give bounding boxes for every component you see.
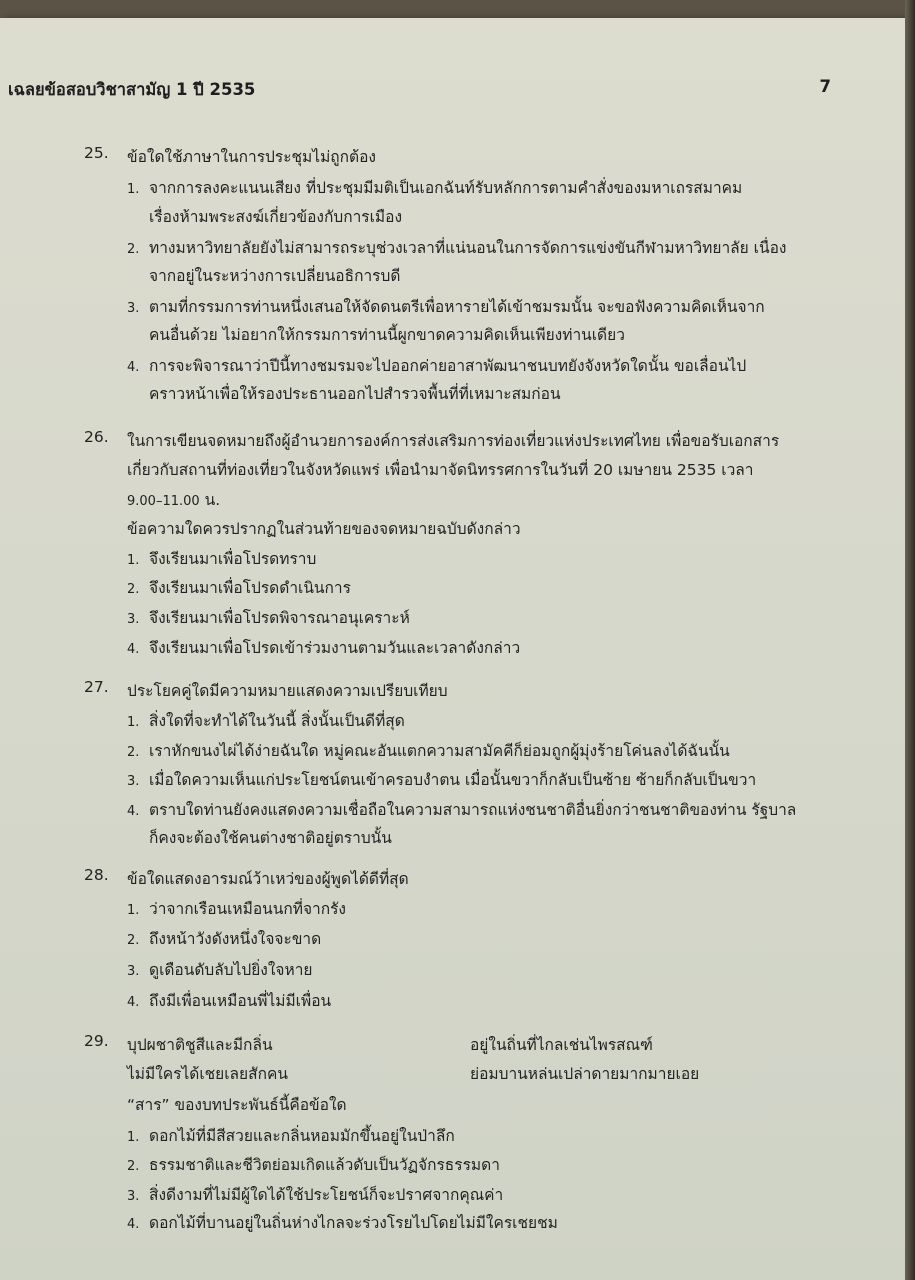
- option-4: 4. จึงเรียนมาเพื่อโปรดเข้าร่วมงานตามวันและเวลาดังกล่าว: [127, 639, 521, 657]
- question-text: ข้อใดแสดงอารมณ์ว้าเหว่ของผู้พูดได้ดีที่สุด: [127, 870, 409, 888]
- option-2: 2. ทางมหาวิทยาลัยยังไม่สามารถระบุช่วงเวลาที่แน่นอนในการจัดการแข่งขันกีฬามหาวิทยาลัย เนื่อง: [127, 239, 787, 257]
- option-2: 2. ธรรมชาติและชีวิตย่อมเกิดแล้วดับเป็นวัฏจักรธรรมดา: [127, 1156, 500, 1174]
- question-text-line-2: เกี่ยวกับสถานที่ท่องเที่ยวในจังหวัดแพร่ เพื่อนำมาจัดนิทรรศการในวันที่ 20 เมษายน 2535 เวลา: [127, 461, 754, 479]
- book-spine: [905, 0, 915, 1280]
- option-4: 4. การจะพิจารณาว่าปีนี้ทางชมรมจะไปออกค่ายอาสาพัฒนาชนบทยังจังหวัดใดนั้น ขอเลื่อนไป: [127, 357, 747, 375]
- question-text-line-1: ในการเขียนจดหมายถึงผู้อำนวยการองค์การส่งเสริมการท่องเที่ยวแห่งประเทศไทย เพื่อขอรับเอกสาร: [127, 432, 780, 450]
- option-1: 1. ดอกไม้ที่มีสีสวยและกลิ่นหอมมักขึ้นอยู่ในป่าลึก: [127, 1127, 455, 1145]
- option-2: 2. ถึงหน้าวังดังหนึ่งใจจะขาด: [127, 930, 322, 948]
- poem-line-1-right: อยู่ในถิ่นที่ไกลเช่นไพรสณฑ์: [470, 1036, 653, 1054]
- poem-line-1-left: บุปผชาติชูสีและมีกลิ่น: [127, 1036, 273, 1054]
- option-4: 4. ถึงมีเพื่อนเหมือนพี่ไม่มีเพื่อน: [127, 992, 332, 1010]
- option-1: 1. ว่าจากเรือนเหมือนนกที่จากรัง: [127, 900, 347, 918]
- option-4-continued: ก็คงจะต้องใช้คนต่างชาติอยู่ตราบนั้น: [149, 829, 392, 847]
- option-3: 3. ดูเดือนดับลับไปยิ่งใจหาย: [127, 961, 313, 979]
- question-text: ประโยคคู่ใดมีความหมายแสดงความเปรียบเทียบ: [127, 682, 448, 700]
- question-number: 29.: [84, 1032, 109, 1050]
- question-prompt: “สาร” ของบทประพันธ์นี้คือข้อใด: [127, 1096, 347, 1114]
- question-number: 26.: [84, 428, 109, 446]
- question-text-line-3: 9.00–11.00 น.: [127, 491, 221, 509]
- question-prompt: ข้อความใดควรปรากฏในส่วนท้ายของจดหมายฉบับดังกล่าว: [127, 520, 521, 538]
- option-1: 1. สิ่งใดที่จะทำได้ในวันนี้ สิ่งนั้นเป็นดีที่สุด: [127, 712, 405, 730]
- option-4-continued: คราวหน้าเพื่อให้รองประธานออกไปสำรวจพื้นที่ที่เหมาะสมก่อน: [149, 385, 561, 403]
- option-2: 2. เราหักขนงไผ่ได้ง่ายฉันใด หมู่คณะอันแตกความสามัคคีก็ย่อมถูกผู้มุ่งร้ายโค่นลงได้ฉันนั้น: [127, 742, 730, 760]
- page-title: เฉลยข้อสอบวิชาสามัญ 1 ปี 2535: [8, 80, 256, 99]
- option-4: 4. ตราบใดท่านยังคงแสดงความเชื่อถือในความสามารถแห่งชนชาติอื่นยิ่งกว่าชนชาติของท่าน รัฐบาล: [127, 801, 797, 819]
- option-4: 4. ดอกไม้ที่บานอยู่ในถิ่นห่างไกลจะร่วงโรยไปโดยไม่มีใครเชยชม: [127, 1214, 558, 1232]
- option-3: 3. สิ่งดีงามที่ไม่มีผู้ใดได้ใช้ประโยชน์ก็จะปราศจากคุณค่า: [127, 1186, 504, 1204]
- question-number: 28.: [84, 866, 109, 884]
- poem-line-2-right: ย่อมบานหล่นเปล่าดายมากมายเอย: [470, 1065, 700, 1083]
- poem-line-2-left: ไม่มีใครได้เชยเลยสักคน: [127, 1065, 288, 1083]
- option-3: 3. เมื่อใดความเห็นแก่ประโยชน์ตนเข้าครอบงำตน เมื่อนั้นขวาก็กลับเป็นซ้าย ซ้ายก็กลับเป็นขวา: [127, 771, 757, 789]
- option-2-continued: จากอยู่ในระหว่างการเปลี่ยนอธิการบดี: [149, 267, 401, 285]
- page-header: [8, 77, 831, 103]
- option-2: 2. จึงเรียนมาเพื่อโปรดดำเนินการ: [127, 579, 351, 597]
- question-number: 25.: [84, 144, 109, 162]
- question-text: ข้อใดใช้ภาษาในการประชุมไม่ถูกต้อง: [127, 148, 376, 166]
- option-1: 1. จากการลงคะแนนเสียง ที่ประชุมมีมติเป็นเอกฉันท์รับหลักการตามคำสั่งของมหาเถรสมาคม: [127, 179, 743, 197]
- question-number: 27.: [84, 678, 109, 696]
- option-1: 1. จึงเรียนมาเพื่อโปรดทราบ: [127, 550, 317, 568]
- option-1-continued: เรื่องห้ามพระสงฆ์เกี่ยวข้องกับการเมือง: [149, 208, 403, 226]
- option-3-continued: คนอื่นด้วย ไม่อยากให้กรรมการท่านนี้ผูกขาดความคิดเห็นเพียงท่านเดียว: [149, 326, 625, 344]
- page-number: 7: [819, 77, 831, 96]
- option-3: 3. ตามที่กรรมการท่านหนึ่งเสนอให้จัดดนตรีเพื่อหารายได้เข้าชมรมนั้น จะขอฟังความคิดเห็นจาก: [127, 298, 765, 316]
- option-3: 3. จึงเรียนมาเพื่อโปรดพิจารณาอนุเคราะห์: [127, 609, 410, 627]
